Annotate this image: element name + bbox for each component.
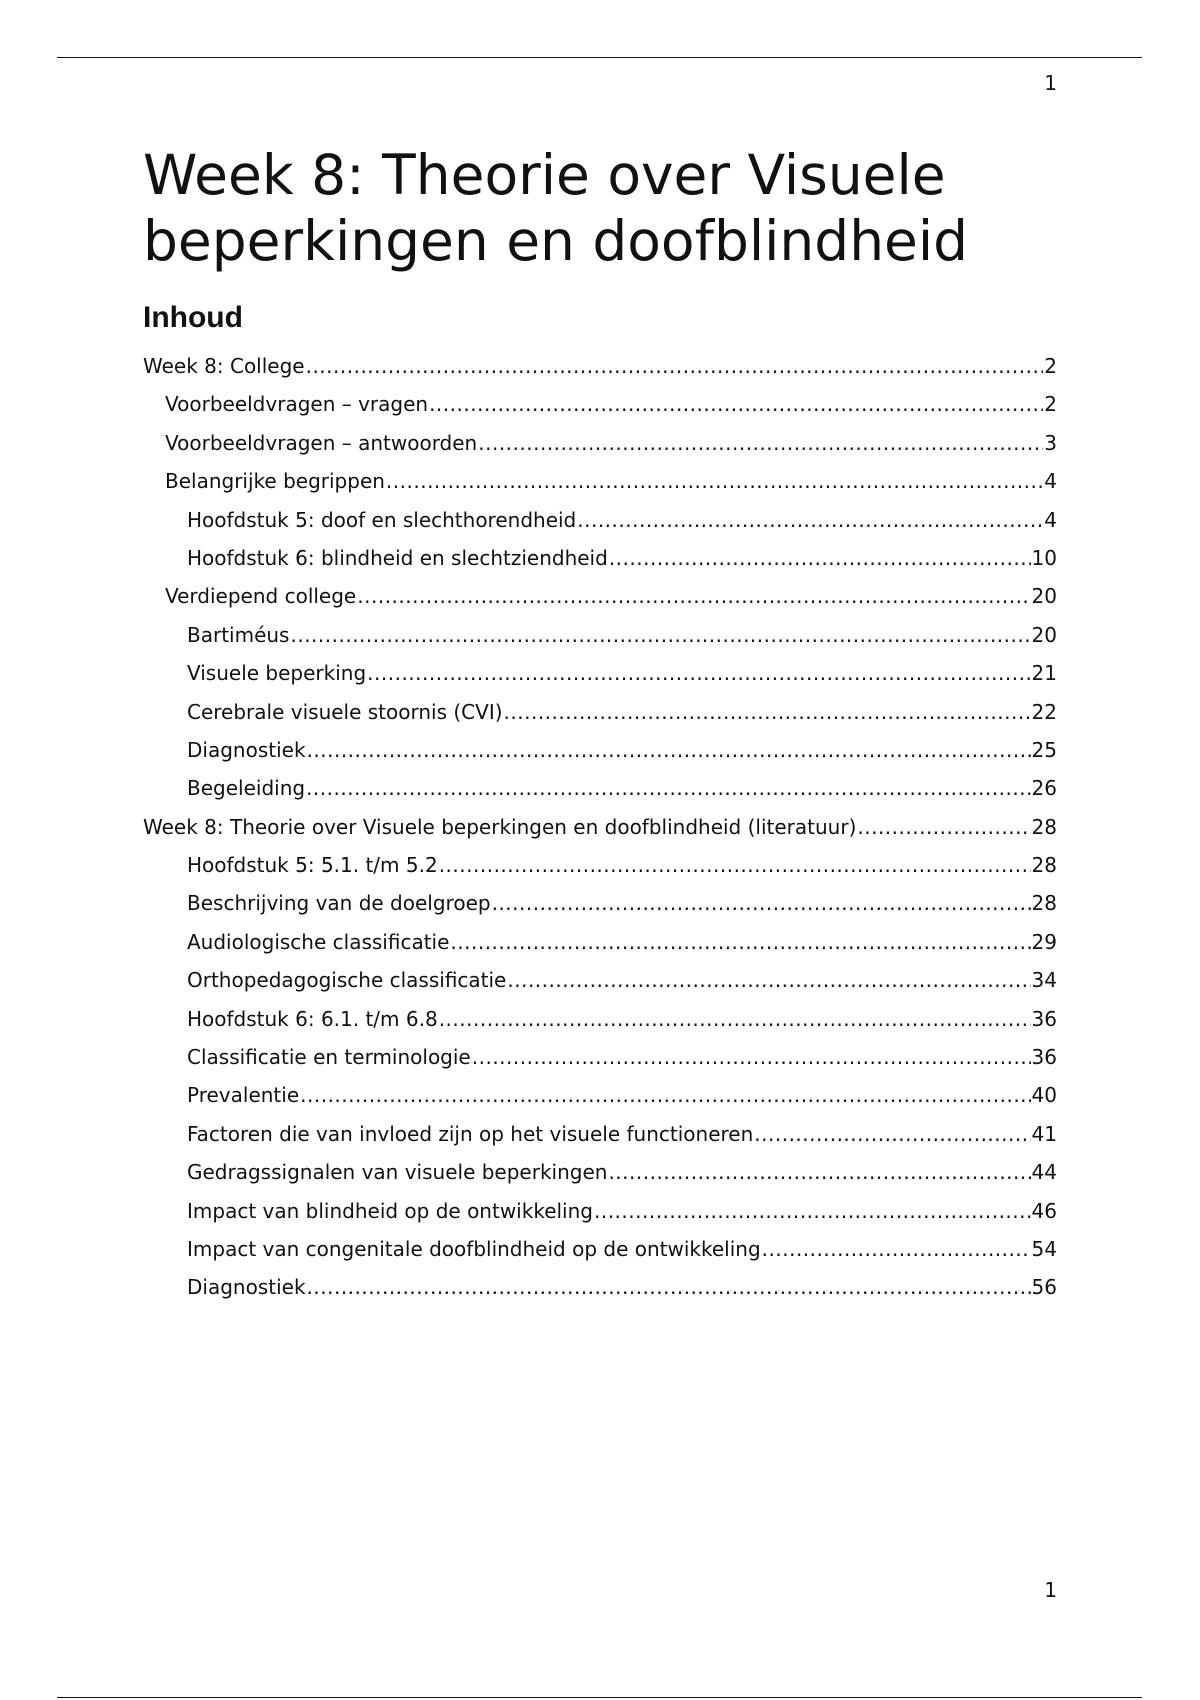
toc-entry-title: Hoofdstuk 6: 6.1. t/m 6.8 bbox=[187, 1006, 438, 1031]
toc-entry-title: Gedragssignalen van visuele beperkingen bbox=[187, 1160, 608, 1185]
toc-entry[interactable] bbox=[143, 616, 1057, 654]
toc-entry[interactable] bbox=[143, 961, 1057, 999]
toc-entry-page: 28 bbox=[1031, 853, 1057, 878]
toc-entry-page: 2 bbox=[1044, 354, 1057, 378]
toc-dot-leader bbox=[367, 654, 1030, 692]
toc-entry-page: 20 bbox=[1031, 584, 1057, 609]
toc-entry-title: Classificatie en terminologie bbox=[187, 1045, 471, 1070]
toc-entry-title: Week 8: Theorie over Visuele beperkingen en doofblindheid (literatuur) bbox=[143, 814, 857, 839]
toc-entry[interactable] bbox=[143, 693, 1057, 731]
header-page-number: 1 bbox=[1044, 71, 1057, 95]
toc-entry[interactable] bbox=[143, 884, 1057, 922]
toc-entry-page: 28 bbox=[1031, 814, 1057, 839]
toc-entry-page: 36 bbox=[1031, 1006, 1057, 1031]
toc-entry-page: 41 bbox=[1031, 1121, 1057, 1146]
toc-entry[interactable] bbox=[143, 539, 1057, 577]
toc-entry-page: 2 bbox=[1044, 392, 1057, 417]
toc-dot-leader bbox=[306, 769, 1030, 807]
toc-dot-leader bbox=[357, 577, 1030, 615]
toc-entry[interactable] bbox=[143, 577, 1057, 615]
toc-entry[interactable] bbox=[143, 846, 1057, 884]
toc-entry-page: 25 bbox=[1031, 737, 1057, 762]
toc-entry-page: 29 bbox=[1031, 929, 1057, 954]
toc-dot-leader bbox=[439, 1000, 1031, 1038]
toc-entry-title: Hoofdstuk 5: doof en slechthorendheid bbox=[187, 507, 577, 532]
toc-entry-title: Orthopedagogische classificatie bbox=[187, 968, 507, 993]
toc-entry[interactable] bbox=[143, 1115, 1057, 1153]
toc-dot-leader bbox=[307, 731, 1031, 769]
toc-entry[interactable] bbox=[143, 808, 1057, 846]
toc-entry[interactable] bbox=[143, 347, 1057, 385]
toc-entry-page: 4 bbox=[1044, 507, 1057, 532]
document-title: Week 8: Theorie over Visuele beperkingen en doofblindheid bbox=[143, 143, 969, 273]
toc-entry-page: 22 bbox=[1031, 699, 1057, 724]
toc-entry-page: 54 bbox=[1031, 1236, 1057, 1261]
toc-dot-leader bbox=[386, 462, 1043, 500]
toc-entry-title: Diagnostiek bbox=[187, 737, 306, 762]
table-of-contents bbox=[143, 347, 1057, 1307]
toc-dot-leader bbox=[472, 1038, 1031, 1076]
toc-entry[interactable] bbox=[143, 1192, 1057, 1230]
toc-entry-page: 40 bbox=[1031, 1083, 1057, 1108]
toc-entry-page: 44 bbox=[1031, 1160, 1057, 1185]
toc-dot-leader bbox=[857, 808, 1030, 846]
toc-entry-page: 3 bbox=[1044, 430, 1057, 455]
toc-entry-title: Voorbeeldvragen – vragen bbox=[165, 392, 429, 417]
footer-rule bbox=[57, 1697, 1142, 1698]
toc-dot-leader bbox=[762, 1230, 1031, 1268]
toc-dot-leader bbox=[577, 501, 1043, 539]
toc-entry[interactable] bbox=[143, 923, 1057, 961]
toc-entry[interactable] bbox=[143, 1076, 1057, 1114]
toc-entry-page: 34 bbox=[1031, 968, 1057, 993]
toc-entry[interactable] bbox=[143, 1230, 1057, 1268]
toc-heading: Inhoud bbox=[143, 301, 243, 334]
toc-entry-title: Verdiepend college bbox=[165, 584, 357, 609]
toc-entry-page: 28 bbox=[1031, 891, 1057, 916]
toc-dot-leader bbox=[290, 616, 1030, 654]
toc-entry-title: Beschrijving van de doelgroep bbox=[187, 891, 491, 916]
toc-entry-title: Hoofdstuk 6: blindheid en slechtziendheid bbox=[187, 545, 608, 570]
toc-entry-page: 56 bbox=[1031, 1275, 1057, 1300]
footer-page-number: 1 bbox=[1044, 1578, 1057, 1602]
toc-entry-title: Impact van blindheid op de ontwikkeling bbox=[187, 1198, 593, 1223]
toc-entry-title: Impact van congenitale doofblindheid op de ontwikkeling bbox=[187, 1236, 761, 1261]
toc-entry-title: Belangrijke begrippen bbox=[165, 469, 385, 494]
toc-entry[interactable] bbox=[143, 1000, 1057, 1038]
toc-entry[interactable] bbox=[143, 769, 1057, 807]
toc-dot-leader bbox=[307, 1268, 1031, 1306]
toc-entry-title: Prevalentie bbox=[187, 1083, 300, 1108]
header-rule bbox=[57, 57, 1142, 58]
toc-dot-leader bbox=[492, 884, 1031, 922]
toc-entry[interactable] bbox=[143, 731, 1057, 769]
toc-entry-page: 21 bbox=[1031, 661, 1057, 686]
toc-dot-leader bbox=[429, 385, 1043, 423]
toc-entry-page: 10 bbox=[1031, 545, 1057, 570]
toc-entry-page: 46 bbox=[1031, 1198, 1057, 1223]
toc-dot-leader bbox=[300, 1076, 1030, 1114]
toc-entry[interactable] bbox=[143, 1268, 1057, 1306]
toc-entry-title: Cerebrale visuele stoornis (CVI) bbox=[187, 699, 503, 724]
toc-entry-title: Visuele beperking bbox=[187, 661, 367, 686]
toc-entry-title: Voorbeeldvragen – antwoorden bbox=[165, 430, 478, 455]
toc-dot-leader bbox=[609, 539, 1031, 577]
toc-entry-title: Week 8: College bbox=[143, 354, 305, 378]
toc-dot-leader bbox=[504, 693, 1031, 731]
toc-dot-leader bbox=[450, 923, 1030, 961]
toc-entry-page: 20 bbox=[1031, 622, 1057, 647]
toc-dot-leader bbox=[754, 1115, 1030, 1153]
toc-entry[interactable] bbox=[143, 385, 1057, 423]
toc-entry[interactable] bbox=[143, 462, 1057, 500]
toc-dot-leader bbox=[507, 961, 1030, 999]
toc-entry-title: Hoofdstuk 5: 5.1. t/m 5.2 bbox=[187, 853, 438, 878]
toc-entry-page: 4 bbox=[1044, 469, 1057, 494]
toc-entry-title: Bartiméus bbox=[187, 622, 290, 647]
toc-entry-title: Audiologische classificatie bbox=[187, 929, 450, 954]
toc-entry-title: Begeleiding bbox=[187, 776, 306, 801]
toc-dot-leader bbox=[439, 846, 1031, 884]
toc-entry[interactable] bbox=[143, 424, 1057, 462]
toc-entry[interactable] bbox=[143, 654, 1057, 692]
toc-dot-leader bbox=[594, 1192, 1031, 1230]
toc-entry-title: Factoren die van invloed zijn op het visuele functioneren bbox=[187, 1121, 754, 1146]
toc-dot-leader bbox=[608, 1153, 1030, 1191]
toc-entry[interactable] bbox=[143, 1038, 1057, 1076]
toc-entry-page: 26 bbox=[1031, 776, 1057, 801]
toc-entry-page: 36 bbox=[1031, 1045, 1057, 1070]
toc-entry[interactable] bbox=[143, 1153, 1057, 1191]
toc-entry-title: Diagnostiek bbox=[187, 1275, 306, 1300]
toc-dot-leader bbox=[478, 424, 1043, 462]
toc-dot-leader bbox=[306, 347, 1044, 385]
toc-entry[interactable] bbox=[143, 501, 1057, 539]
